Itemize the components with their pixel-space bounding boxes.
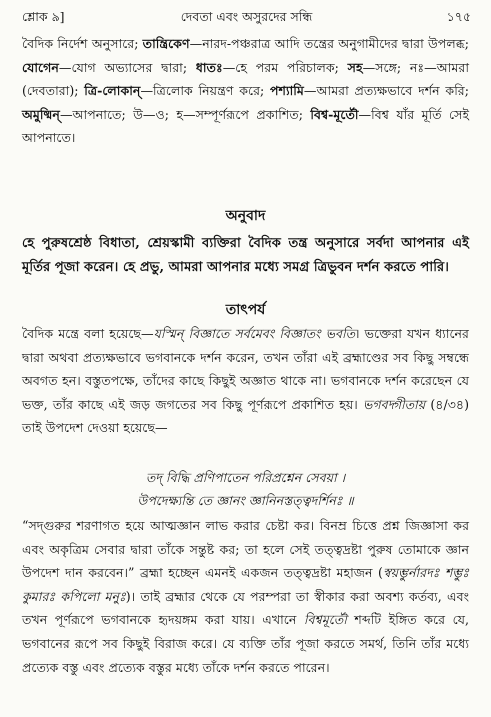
synonym-text: —যোগ অভ্যাসের দ্বারা; bbox=[58, 59, 196, 75]
highlighted-word: বিশ্বমূর্তৌ bbox=[303, 612, 347, 628]
synonym-text: —ত্রিলোক নিয়ন্ত্রণ করে; bbox=[140, 83, 270, 99]
vedic-quote: যস্মিন্ বিজ্ঞাতে সর্বমেবং বিজ্ঞাতং ভবতি bbox=[153, 326, 356, 341]
chapter-title: দেবতা এবং অসুরদের সন্ধি bbox=[180, 9, 313, 24]
synonym-word: সহ bbox=[347, 59, 363, 75]
purport-text: (৪/৩৪) তাই উপদেশ দেওয়া হয়েছে— bbox=[22, 396, 469, 436]
synonym-word: অমুষ্মিন্ bbox=[22, 106, 60, 122]
synonym-text: —হে পরম পরিচালক; bbox=[222, 59, 348, 75]
running-header bbox=[22, 6, 471, 28]
synonym-word: বিশ্ব-মূর্তৌ bbox=[310, 106, 359, 122]
synonym-word: ধাতঃ bbox=[195, 59, 223, 75]
synonym-text: —বিশ্ব যাঁর মূর্তি সেই আপনাতে। bbox=[22, 106, 469, 146]
purport-text: “সদ্গুরুর শরণাগত হয়ে আত্মজ্ঞান লাভ করার চেষ্টা কর। বিনম্র চিত্তে প্রশ্ন জিজ্ঞাসা কর এবং অকৃত্রিম সেবার দ্বারা তাঁকে সন্তুষ্ট কর; তা হলে সেই তত্ত্বদ্রষ্টা পুরুষ তোমাকে জ্ঞান উপদেশ দান করবেন।” ব্রহ্মা হচ্ছেন এমনই একজন তত্ত্বদ্রষ্টা মহাজন ( bbox=[22, 518, 469, 581]
purport-text: শব্দটি ইঙ্গিত করে যে, ভগবানের রূপে সব কিছুই বিরাজ করে। যে ব্যক্তি তাঁর পূজা করতে সমর্থ, তিনি তাঁর মধ্যে প্রত্যেক বস্তু এবং প্রত্যেক বস্তুর মধ্যে তাঁকে দর্শন করতে পারেন। bbox=[22, 612, 469, 675]
purport-heading: তাৎপর্য bbox=[225, 302, 266, 318]
purport-paragraph-1 bbox=[22, 322, 469, 440]
synonym-word: ত্রি-লোকান্ bbox=[84, 83, 141, 99]
translation-heading: অনুবাদ bbox=[225, 208, 266, 224]
synonym-text: —নারদ-পঞ্চরাত্র আদি তন্ত্রের অনুগামীদের দ্বারা উপলব্ধ; bbox=[189, 36, 470, 51]
verse-reference: শ্লোক ৯] bbox=[22, 9, 65, 24]
synonyms-paragraph bbox=[22, 32, 469, 150]
synonym-word: তান্ত্রিকেণ bbox=[142, 36, 190, 51]
sanskrit-verse-line-2: উপদেক্ষ্যন্তি তে জ্ঞানং জ্ঞানিনস্তত্ত্বদর্শিনঃ ॥ bbox=[137, 493, 354, 508]
synonym-word: পশ্যামি bbox=[270, 83, 304, 99]
synonym-text: বৈদিক নির্দেশ অনুসারে; bbox=[22, 36, 143, 51]
synonym-text: —সঙ্গে; নঃ—আমরা (দেবতারা); bbox=[22, 59, 470, 99]
purport-text: )। তাই ব্রহ্মার থেকে যে পরম্পরা তা স্বীকার করা অবশ্য কর্তব্য, এবং তখন পূর্ণরূপে ভগবানকে হৃদয়ঙ্গম করা যায়। এখানে bbox=[22, 588, 469, 628]
synonym-word: যোগেন bbox=[22, 59, 59, 75]
purport-paragraph-2 bbox=[22, 514, 469, 679]
purport-text: বৈদিক মন্ত্রে বলা হয়েছে— bbox=[22, 326, 154, 341]
sanskrit-verse-line-1: তদ্ বিদ্ধি প্রণিপাতেন পরিপ্রশ্নেন সেবয়া । bbox=[145, 470, 346, 485]
mahajana-quote: স্বয়ম্ভুর্নারদঃ শম্ভুঃ কুমারঃ কপিলো মনুঃ bbox=[22, 565, 469, 604]
synonym-text: —আপনাতে; উ—ও; হ—সম্পূর্ণরূপে প্রকাশিত; bbox=[59, 106, 311, 122]
synonym-text: —আমরা প্রত্যক্ষভাবে দর্শন করি; bbox=[303, 83, 469, 99]
purport-text: । ভক্তেরা যখন ধ্যানের দ্বারা অথবা প্রত্যক্ষভাবে ভগবানকে দর্শন করেন, তখন তাঁরা এই ব্রহ্মাণ্ডের সব কিছু সম্বন্ধে অবগত হন। বস্তুতপক্ষে, তাঁদের কাছে কিছুই অজ্ঞাত থাকে না। ভগবানকে দর্শন করেছেন যে ভক্ত, তাঁর কাছে এই জড় জগতের সব কিছু পূর্ণরূপে প্রকাশিত হয়। bbox=[22, 326, 469, 412]
page-number: ১৭৫ bbox=[446, 9, 471, 24]
translation-text: হে পুরুষশ্রেষ্ঠ বিধাতা, শ্রেয়স্কামী ব্যক্তিরা বৈদিক তন্ত্র অনুসারে সর্বদা আপনার এই মূর্তির পূজা করেন। হে প্রভু, আমরা আপনার মধ্যে সমগ্র ত্রিভুবন দর্শন করতে পারি। bbox=[22, 236, 469, 275]
book-reference: ভগবদ্গীতায় bbox=[363, 396, 426, 412]
